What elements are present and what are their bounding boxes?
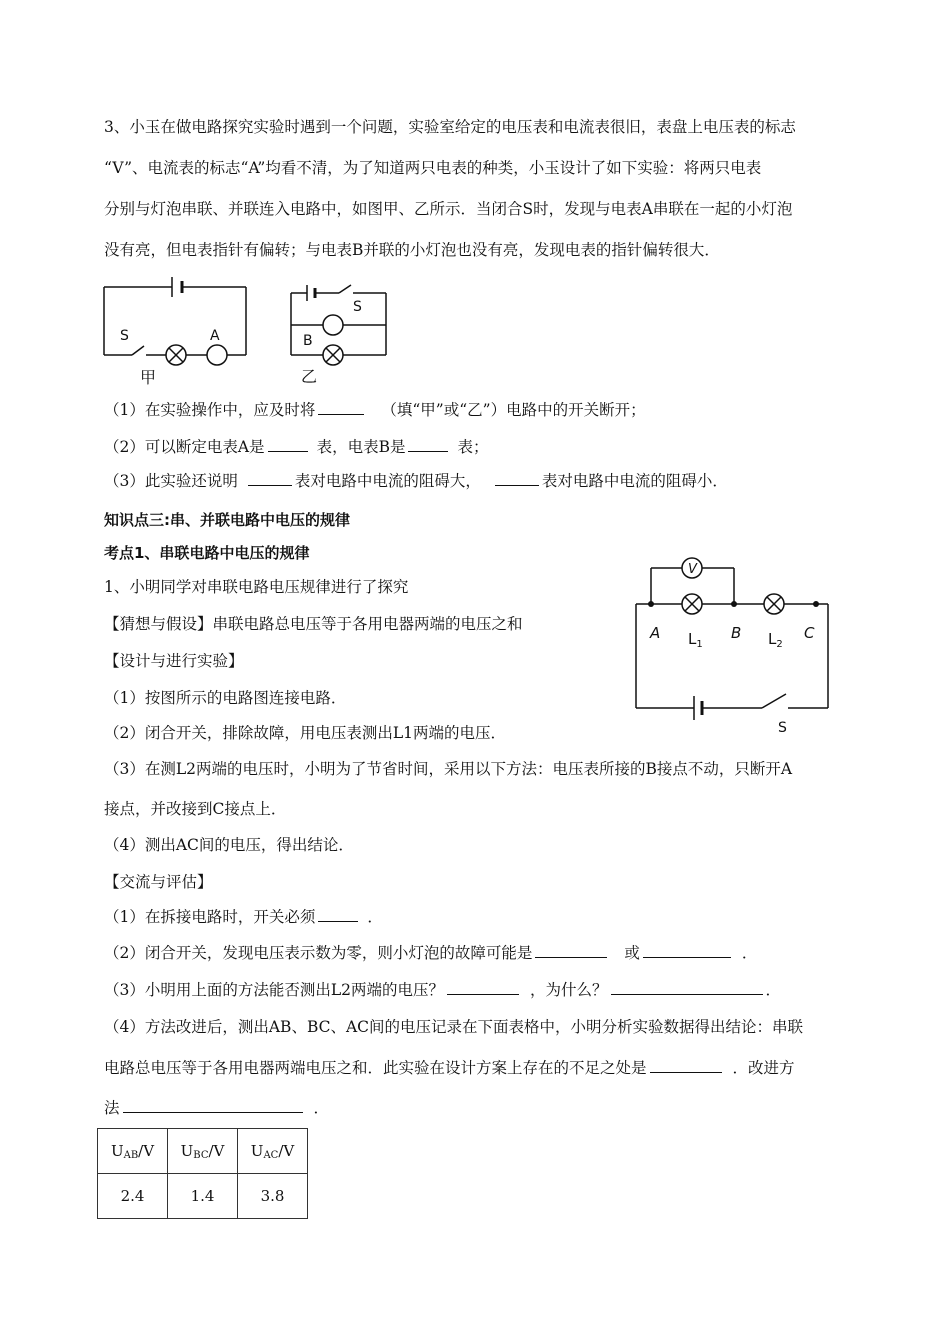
jia-meter-a-label: A [210, 328, 220, 344]
answer-blank[interactable] [318, 907, 358, 922]
answer-blank[interactable] [447, 980, 519, 995]
q3-sub3-text-c: 表对电路中电流的阻碍小． [541, 472, 728, 490]
e4-text-d: ． [313, 1099, 330, 1117]
q1-eval-2 [104, 943, 757, 963]
voltmeter-label: V [688, 562, 697, 577]
circuit-yi-diagram [283, 275, 403, 390]
switch-label: S [778, 720, 787, 736]
e2-text-a: （2）闭合开关，发现电压表示数为零，则小灯泡的故障可能是 [104, 944, 533, 962]
q1-eval-1 [104, 907, 383, 927]
header-uab: $U_{AB}/V$ [98, 1129, 168, 1174]
e1-text-b: ． [367, 908, 383, 926]
answer-blank[interactable] [123, 1098, 303, 1113]
q1-step-2: （2）闭合开关，排除故障，用电压表测出L1两端的电压． [104, 724, 507, 742]
e4-text-c: 法 [104, 1099, 120, 1117]
section-title: 知识点三:串、并联电路中电压的规律 [104, 511, 351, 529]
header-ubc: $U_{BC}/V$ [168, 1129, 238, 1174]
answer-blank[interactable] [248, 471, 292, 486]
yi-meter-b-label: B [303, 333, 313, 349]
answer-blank[interactable] [611, 980, 763, 995]
table-row [98, 1174, 308, 1219]
circuit-jia-diagram [96, 275, 256, 390]
point-a-label: A [650, 624, 661, 642]
value-uac: 3.8 [238, 1174, 308, 1219]
q3-sub3-text-b: 表对电路中电流的阻碍大， [294, 472, 481, 490]
e2-text-c: ． [741, 944, 758, 962]
q3-sub2-text-a: （2）可以断定电表A是 [104, 438, 265, 456]
jia-switch-label: S [120, 328, 129, 344]
answer-blank[interactable] [408, 437, 448, 452]
answer-blank[interactable] [643, 943, 731, 958]
e1-text-a: （1）在拆接电路时，开关必须 [104, 908, 316, 926]
q1-step-4: （4）测出AC间的电压，得出结论． [104, 836, 354, 854]
e2-text-b: 或 [624, 944, 640, 962]
q1-eval-3 [104, 980, 781, 1000]
table-header-row [98, 1129, 308, 1174]
q3-sub-2 [104, 437, 488, 457]
q3-line-2: “V”、电流表的标志“A”均看不清，为了知道两只电表的种类，小玉设计了如下实验：将两只电表 [104, 159, 762, 177]
q1-eval-4-line-1: （4）方法改进后，测出AB、BC、AC间的电压记录在下面表格中，小明分析实验数据得出结论：串联 [104, 1018, 804, 1036]
q1-eval-title: 【交流与评估】 [104, 873, 213, 891]
q3-sub1-text-b: （填“甲”或“乙”）电路中的开关断开； [381, 401, 646, 419]
q3-sub2-text-b: 表，电表B是 [316, 438, 406, 456]
q3-sub-3 [104, 471, 728, 491]
q1-step-3-line-1: （3）在测L2两端的电压时，小明为了节省时间，采用以下方法：电压表所接的B接点不动，只断开A [104, 760, 793, 778]
yi-switch-label: S [353, 299, 362, 315]
q1-eval-4-line-3 [104, 1098, 329, 1118]
q3-sub1-text-a: （1）在实验操作中，应及时将 [104, 401, 316, 419]
q1-design-title: 【设计与进行实验】 [104, 652, 244, 670]
answer-blank[interactable] [535, 943, 607, 958]
point-c-label: C [804, 624, 815, 642]
e3-text-c: ． [765, 981, 782, 999]
value-uab: 2.4 [98, 1174, 168, 1219]
q1-intro: 1、小明同学对串联电路电压规律进行了探究 [104, 578, 409, 596]
q3-sub3-text-a: （3）此实验还说明 [104, 472, 238, 490]
e3-text-b: ，为什么？ [530, 981, 608, 999]
q1-step-3-line-2: 接点，并改接到C接点上． [104, 800, 287, 818]
kaodian-title: 考点1、串联电路中电压的规律 [104, 544, 310, 562]
e3-text-a: （3）小明用上面的方法能否测出L2两端的电压？ [104, 981, 445, 999]
answer-blank[interactable] [495, 471, 539, 486]
lamp-l2-label: $L_2$ [768, 630, 783, 650]
lamp-l1-label: $L_1$ [688, 630, 703, 650]
q3-line-3: 分别与灯泡串联、并联连入电路中，如图甲、乙所示．当闭合S时，发现与电表A串联在一起的小灯泡 [104, 200, 793, 218]
q1-step-1: （1）按图所示的电路图连接电路． [104, 689, 347, 707]
q1-hypothesis: 【猜想与假设】串联电路总电压等于各用电器两端的电压之和 [104, 615, 523, 633]
answer-blank[interactable] [318, 400, 364, 415]
voltage-table [97, 1128, 308, 1219]
q3-line-4: 没有亮，但电表指针有偏转；与电表B并联的小灯泡也没有亮，发现电表的指针偏转很大． [104, 241, 720, 259]
q1-eval-4-line-2 [104, 1058, 795, 1078]
q3-sub-1 [104, 400, 646, 420]
e4-text-b: ．改进方 [732, 1059, 795, 1077]
header-uac: $U_{AC}/V$ [238, 1129, 308, 1174]
series-circuit-diagram [630, 548, 836, 738]
q3-sub2-text-c: 表； [457, 438, 489, 456]
q3-line-1: 3、小玉在做电路探究实验时遇到一个问题，实验室给定的电压表和电流表很旧，表盘上电压表的标志 [104, 118, 796, 136]
yi-caption: 乙 [301, 367, 318, 386]
value-ubc: 1.4 [168, 1174, 238, 1219]
e4-text-a: 电路总电压等于各用电器两端电压之和．此实验在设计方案上存在的不足之处是 [104, 1059, 647, 1077]
answer-blank[interactable] [268, 437, 308, 452]
jia-caption: 甲 [140, 368, 157, 387]
point-b-label: B [731, 624, 742, 642]
answer-blank[interactable] [650, 1058, 722, 1073]
